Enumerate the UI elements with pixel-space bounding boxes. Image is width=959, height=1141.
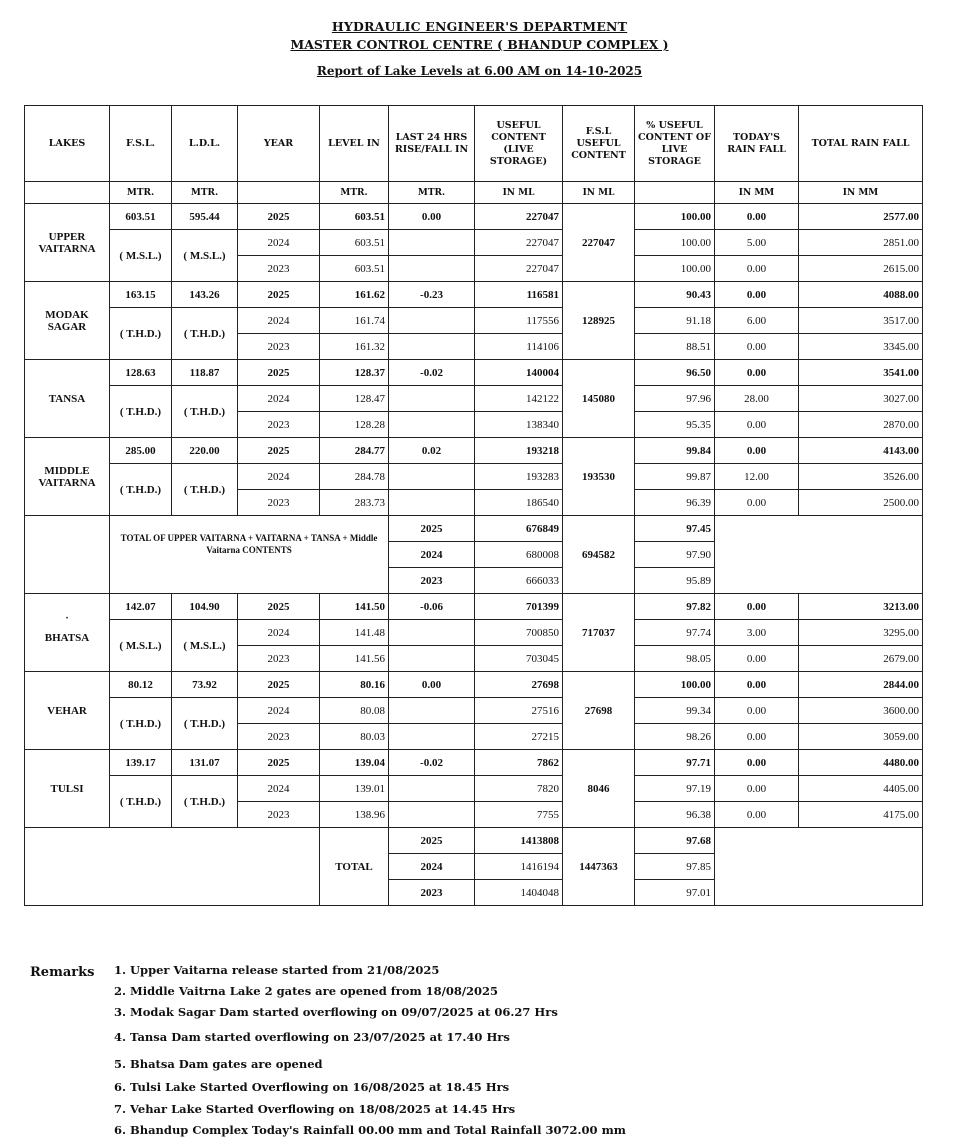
total-rain-value: 4175.00 xyxy=(799,802,923,828)
remark-item: 2. Middle Vaitrna Lake 2 gates are opened from 18/08/2025 xyxy=(114,984,499,998)
total-rain-value: 3213.00 xyxy=(799,594,923,620)
useful-value: 701399 xyxy=(475,594,563,620)
fsl-datum: ( T.H.D.) xyxy=(110,776,172,828)
useful-value: 1416194 xyxy=(475,854,563,880)
header-row xyxy=(25,106,923,182)
year-value: 2023 xyxy=(238,802,320,828)
lake-name-text: MIDDLE VAITARNA xyxy=(38,464,96,489)
year-value: 2025 xyxy=(238,672,320,698)
rise-empty xyxy=(389,308,475,334)
subtotal-label: TOTAL OF UPPER VAITARNA + VAITARNA + TANSA + Middle Vaitarna CONTENTS xyxy=(110,516,389,594)
level-value: 161.62 xyxy=(320,282,389,308)
total-rain-value: 3600.00 xyxy=(799,698,923,724)
level-value: 128.28 xyxy=(320,412,389,438)
year-value: 2023 xyxy=(389,880,475,906)
ldl-datum: ( T.H.D.) xyxy=(172,308,238,360)
useful-value: 703045 xyxy=(475,646,563,672)
fsl-value: 142.07 xyxy=(110,594,172,620)
pct-value: 91.18 xyxy=(635,308,715,334)
lake-name xyxy=(25,360,110,438)
useful-value: 227047 xyxy=(475,230,563,256)
lake-mark: · xyxy=(65,613,69,624)
today-rain-value: 3.00 xyxy=(715,620,799,646)
lake-name-text: UPPER VAITARNA xyxy=(38,230,96,255)
total-rain-value: 4480.00 xyxy=(799,750,923,776)
today-rain-value: 28.00 xyxy=(715,386,799,412)
col-fsl: F.S.L. xyxy=(110,106,172,182)
centre-title: MASTER CONTROL CENTRE ( BHANDUP COMPLEX ) xyxy=(290,37,669,52)
pct-value: 100.00 xyxy=(635,204,715,230)
today-rain-value: 0.00 xyxy=(715,750,799,776)
rise-empty xyxy=(389,256,475,282)
remark-item: 1. Upper Vaitarna release started from 21/08/2025 xyxy=(114,963,440,977)
col-today-rain: TODAY'S RAIN FALL xyxy=(715,106,799,182)
lake-name-text: TANSA xyxy=(48,392,86,405)
level-value: 161.32 xyxy=(320,334,389,360)
year-value: 2025 xyxy=(238,438,320,464)
total-rain-value: 3345.00 xyxy=(799,334,923,360)
total-rain-value: 2870.00 xyxy=(799,412,923,438)
pct-value: 96.38 xyxy=(635,802,715,828)
fsl-datum: ( M.S.L.) xyxy=(110,230,172,282)
units-row xyxy=(25,182,923,204)
level-value: 161.74 xyxy=(320,308,389,334)
rise-empty xyxy=(389,386,475,412)
year-value: 2023 xyxy=(238,412,320,438)
table-row xyxy=(25,308,923,334)
pct-value: 97.96 xyxy=(635,386,715,412)
remark-item: 4. Tansa Dam started overflowing on 23/07/2025 at 17.40 Hrs xyxy=(114,1030,510,1044)
ldl-datum: ( T.H.D.) xyxy=(172,386,238,438)
today-rain-value: 0.00 xyxy=(715,438,799,464)
fsl-useful-value: 193530 xyxy=(563,438,635,516)
total-rain-value: 3295.00 xyxy=(799,620,923,646)
pct-value: 98.05 xyxy=(635,646,715,672)
pct-value: 100.00 xyxy=(635,256,715,282)
useful-value: 27698 xyxy=(475,672,563,698)
useful-value: 7755 xyxy=(475,802,563,828)
table-row xyxy=(25,620,923,646)
pct-value: 98.26 xyxy=(635,724,715,750)
table-row xyxy=(25,386,923,412)
year-value: 2023 xyxy=(238,646,320,672)
table-row xyxy=(25,594,923,620)
pct-value: 96.50 xyxy=(635,360,715,386)
fsl-useful-value: 8046 xyxy=(563,750,635,828)
table-row xyxy=(25,438,923,464)
pct-value: 97.71 xyxy=(635,750,715,776)
today-rain-value: 0.00 xyxy=(715,412,799,438)
year-value: 2025 xyxy=(238,594,320,620)
year-value: 2024 xyxy=(389,542,475,568)
level-value: 283.73 xyxy=(320,490,389,516)
useful-value: 227047 xyxy=(475,204,563,230)
today-rain-value: 0.00 xyxy=(715,724,799,750)
year-value: 2023 xyxy=(238,334,320,360)
year-value: 2023 xyxy=(238,256,320,282)
remark-item: 7. Vehar Lake Started Overflowing on 18/08/2025 at 14.45 Hrs xyxy=(114,1102,516,1116)
pct-value: 95.35 xyxy=(635,412,715,438)
useful-value: 676849 xyxy=(475,516,563,542)
ldl-value: 73.92 xyxy=(172,672,238,698)
remark-item: 5. Bhatsa Dam gates are opened xyxy=(114,1057,323,1071)
remark-item: 6. Bhandup Complex Today's Rainfall 00.00 mm and Total Rainfall 3072.00 mm xyxy=(114,1123,626,1137)
useful-value: 27215 xyxy=(475,724,563,750)
col-fsl-useful: F.S.L USEFUL CONTENT xyxy=(563,106,635,182)
unit-total-rain: IN MM xyxy=(799,182,923,204)
level-value: 284.77 xyxy=(320,438,389,464)
rise-value: -0.02 xyxy=(389,750,475,776)
pct-value: 97.45 xyxy=(635,516,715,542)
fsl-datum: ( M.S.L.) xyxy=(110,620,172,672)
rise-value: 0.00 xyxy=(389,204,475,230)
fsl-useful-value: 717037 xyxy=(563,594,635,672)
unit-rise: MTR. xyxy=(389,182,475,204)
total-rain-value: 2500.00 xyxy=(799,490,923,516)
col-total-rain: TOTAL RAIN FALL xyxy=(799,106,923,182)
total-rain-value: 3517.00 xyxy=(799,308,923,334)
today-rain-value: 0.00 xyxy=(715,360,799,386)
total-rain-value: 4088.00 xyxy=(799,282,923,308)
department-title: HYDRAULIC ENGINEER'S DEPARTMENT xyxy=(331,19,628,34)
year-value: 2025 xyxy=(238,750,320,776)
rise-empty xyxy=(389,490,475,516)
pct-value: 97.19 xyxy=(635,776,715,802)
level-value: 603.51 xyxy=(320,204,389,230)
year-value: 2023 xyxy=(389,568,475,594)
total-rain-value: 2851.00 xyxy=(799,230,923,256)
ldl-datum: ( M.S.L.) xyxy=(172,620,238,672)
lake-name-text: VEHAR xyxy=(47,704,87,717)
year-value: 2025 xyxy=(389,828,475,854)
useful-value: 7820 xyxy=(475,776,563,802)
table-row xyxy=(25,698,923,724)
unit-useful: IN ML xyxy=(475,182,563,204)
today-rain-value: 0.00 xyxy=(715,204,799,230)
pct-value: 97.82 xyxy=(635,594,715,620)
rise-empty xyxy=(389,620,475,646)
unit-level: MTR. xyxy=(320,182,389,204)
today-rain-value: 6.00 xyxy=(715,308,799,334)
fsl-datum: ( T.H.D.) xyxy=(110,386,172,438)
col-ldl: L.D.L. xyxy=(172,106,238,182)
year-value: 2025 xyxy=(238,204,320,230)
today-rain-value: 0.00 xyxy=(715,256,799,282)
level-value: 284.78 xyxy=(320,464,389,490)
today-rain-value: 0.00 xyxy=(715,698,799,724)
total-rain-value: 2679.00 xyxy=(799,646,923,672)
level-value: 80.08 xyxy=(320,698,389,724)
pct-value: 95.89 xyxy=(635,568,715,594)
level-value: 128.37 xyxy=(320,360,389,386)
ldl-value: 118.87 xyxy=(172,360,238,386)
table-row xyxy=(25,230,923,256)
fsl-useful-value: 145080 xyxy=(563,360,635,438)
fsl-useful-value: 227047 xyxy=(563,204,635,282)
ldl-datum: ( M.S.L.) xyxy=(172,230,238,282)
fsl-value: 128.63 xyxy=(110,360,172,386)
useful-value: 138340 xyxy=(475,412,563,438)
rise-empty xyxy=(389,334,475,360)
today-rain-value: 0.00 xyxy=(715,334,799,360)
rise-value: 0.00 xyxy=(389,672,475,698)
useful-value: 700850 xyxy=(475,620,563,646)
today-rain-value: 0.00 xyxy=(715,594,799,620)
total-rain-value: 2577.00 xyxy=(799,204,923,230)
rise-empty xyxy=(389,802,475,828)
useful-value: 227047 xyxy=(475,256,563,282)
year-value: 2024 xyxy=(238,386,320,412)
useful-value: 7862 xyxy=(475,750,563,776)
unit-ldl: MTR. xyxy=(172,182,238,204)
ldl-datum: ( T.H.D.) xyxy=(172,464,238,516)
today-rain-value: 0.00 xyxy=(715,672,799,698)
col-useful: USEFUL CONTENT (LIVE STORAGE) xyxy=(475,106,563,182)
today-rain-value: 0.00 xyxy=(715,802,799,828)
rise-value: -0.06 xyxy=(389,594,475,620)
table-row xyxy=(25,672,923,698)
fsl-useful-value: 1447363 xyxy=(563,828,635,906)
useful-value: 140004 xyxy=(475,360,563,386)
today-rain-value: 0.00 xyxy=(715,646,799,672)
level-value: 128.47 xyxy=(320,386,389,412)
year-value: 2025 xyxy=(389,516,475,542)
level-value: 80.03 xyxy=(320,724,389,750)
year-value: 2024 xyxy=(238,464,320,490)
fsl-useful-value: 128925 xyxy=(563,282,635,360)
lake-levels-table xyxy=(24,105,923,906)
today-rain-value: 12.00 xyxy=(715,464,799,490)
rise-empty xyxy=(389,646,475,672)
table-row xyxy=(25,464,923,490)
lake-name xyxy=(25,672,110,750)
fsl-value: 285.00 xyxy=(110,438,172,464)
fsl-value: 80.12 xyxy=(110,672,172,698)
level-value: 80.16 xyxy=(320,672,389,698)
total-rain-value: 4143.00 xyxy=(799,438,923,464)
rise-value: -0.02 xyxy=(389,360,475,386)
report-title: Report of Lake Levels at 6.00 AM on 14-10-2025 xyxy=(316,64,643,78)
unit-fsl-useful: IN ML xyxy=(563,182,635,204)
pct-value: 96.39 xyxy=(635,490,715,516)
fsl-value: 163.15 xyxy=(110,282,172,308)
pct-value: 99.84 xyxy=(635,438,715,464)
total-rain-value: 2844.00 xyxy=(799,672,923,698)
ldl-value: 595.44 xyxy=(172,204,238,230)
fsl-useful-value: 27698 xyxy=(563,672,635,750)
fsl-datum: ( T.H.D.) xyxy=(110,308,172,360)
table-row xyxy=(25,776,923,802)
useful-value: 680008 xyxy=(475,542,563,568)
useful-value: 1413808 xyxy=(475,828,563,854)
table-row xyxy=(25,750,923,776)
rise-empty xyxy=(389,464,475,490)
rise-value: -0.23 xyxy=(389,282,475,308)
ldl-datum: ( T.H.D.) xyxy=(172,776,238,828)
rain-blank xyxy=(715,516,923,594)
total-label: TOTAL xyxy=(320,828,389,906)
col-level: LEVEL IN xyxy=(320,106,389,182)
total-rain-value: 3526.00 xyxy=(799,464,923,490)
lake-name-text: TULSI xyxy=(50,782,84,795)
rise-empty xyxy=(389,776,475,802)
pct-value: 99.87 xyxy=(635,464,715,490)
pct-value: 88.51 xyxy=(635,334,715,360)
ldl-value: 220.00 xyxy=(172,438,238,464)
lake-name xyxy=(25,282,110,360)
lake-name-text: MODAK SAGAR xyxy=(45,308,89,333)
year-value: 2024 xyxy=(238,230,320,256)
remark-item: 3. Modak Sagar Dam started overflowing on 09/07/2025 at 06.27 Hrs xyxy=(114,1005,558,1019)
ldl-value: 104.90 xyxy=(172,594,238,620)
table-row xyxy=(25,360,923,386)
useful-value: 117556 xyxy=(475,308,563,334)
ldl-datum: ( T.H.D.) xyxy=(172,698,238,750)
useful-value: 1404048 xyxy=(475,880,563,906)
year-value: 2024 xyxy=(389,854,475,880)
useful-value: 27516 xyxy=(475,698,563,724)
rain-blank xyxy=(715,828,923,906)
useful-value: 114106 xyxy=(475,334,563,360)
useful-value: 116581 xyxy=(475,282,563,308)
lake-name-text: BHATSA xyxy=(44,632,90,644)
col-lakes: LAKES xyxy=(25,106,110,182)
total-rain-value: 2615.00 xyxy=(799,256,923,282)
level-value: 138.96 xyxy=(320,802,389,828)
year-value: 2024 xyxy=(238,776,320,802)
ldl-value: 131.07 xyxy=(172,750,238,776)
table-row xyxy=(25,282,923,308)
total-blank xyxy=(25,828,320,906)
year-value: 2024 xyxy=(238,308,320,334)
pct-value: 100.00 xyxy=(635,230,715,256)
pct-value: 97.85 xyxy=(635,854,715,880)
col-year: YEAR xyxy=(238,106,320,182)
pct-value: 97.68 xyxy=(635,828,715,854)
col-rise: LAST 24 HRS RISE/FALL IN xyxy=(389,106,475,182)
level-value: 139.04 xyxy=(320,750,389,776)
pct-value: 99.34 xyxy=(635,698,715,724)
useful-value: 186540 xyxy=(475,490,563,516)
year-value: 2024 xyxy=(238,620,320,646)
today-rain-value: 0.00 xyxy=(715,776,799,802)
rise-empty xyxy=(389,724,475,750)
subtotal-blank xyxy=(25,516,110,594)
total-rain-value: 3541.00 xyxy=(799,360,923,386)
fsl-value: 603.51 xyxy=(110,204,172,230)
year-value: 2025 xyxy=(238,282,320,308)
useful-value: 193283 xyxy=(475,464,563,490)
rise-value: 0.02 xyxy=(389,438,475,464)
pct-value: 97.90 xyxy=(635,542,715,568)
level-value: 139.01 xyxy=(320,776,389,802)
unit-fsl: MTR. xyxy=(110,182,172,204)
pct-value: 100.00 xyxy=(635,672,715,698)
level-value: 141.56 xyxy=(320,646,389,672)
col-pct: % USEFUL CONTENT OF LIVE STORAGE xyxy=(635,106,715,182)
pct-value: 90.43 xyxy=(635,282,715,308)
today-rain-value: 0.00 xyxy=(715,282,799,308)
ldl-value: 143.26 xyxy=(172,282,238,308)
rise-empty xyxy=(389,230,475,256)
today-rain-value: 0.00 xyxy=(715,490,799,516)
lake-name xyxy=(25,750,110,828)
year-value: 2023 xyxy=(238,724,320,750)
today-rain-value: 5.00 xyxy=(715,230,799,256)
fsl-datum: ( T.H.D.) xyxy=(110,698,172,750)
fsl-value: 139.17 xyxy=(110,750,172,776)
level-value: 603.51 xyxy=(320,256,389,282)
table-row xyxy=(25,204,923,230)
lake-name xyxy=(25,594,110,672)
fsl-useful-value: 694582 xyxy=(563,516,635,594)
total-rain-value: 4405.00 xyxy=(799,776,923,802)
year-value: 2023 xyxy=(238,490,320,516)
lake-name xyxy=(25,204,110,282)
rise-empty xyxy=(389,412,475,438)
rise-empty xyxy=(389,698,475,724)
level-value: 141.48 xyxy=(320,620,389,646)
total-row xyxy=(25,828,923,854)
total-rain-value: 3059.00 xyxy=(799,724,923,750)
pct-value: 97.01 xyxy=(635,880,715,906)
level-value: 141.50 xyxy=(320,594,389,620)
useful-value: 142122 xyxy=(475,386,563,412)
level-value: 603.51 xyxy=(320,230,389,256)
remark-item: 6. Tulsi Lake Started Overflowing on 16/08/2025 at 18.45 Hrs xyxy=(114,1080,510,1094)
year-value: 2025 xyxy=(238,360,320,386)
fsl-datum: ( T.H.D.) xyxy=(110,464,172,516)
useful-value: 193218 xyxy=(475,438,563,464)
remarks-label: Remarks xyxy=(30,965,95,980)
pct-value: 97.74 xyxy=(635,620,715,646)
useful-value: 666033 xyxy=(475,568,563,594)
subtotal-row xyxy=(25,516,923,542)
year-value: 2024 xyxy=(238,698,320,724)
total-rain-value: 3027.00 xyxy=(799,386,923,412)
unit-today-rain: IN MM xyxy=(715,182,799,204)
lake-name xyxy=(25,438,110,516)
